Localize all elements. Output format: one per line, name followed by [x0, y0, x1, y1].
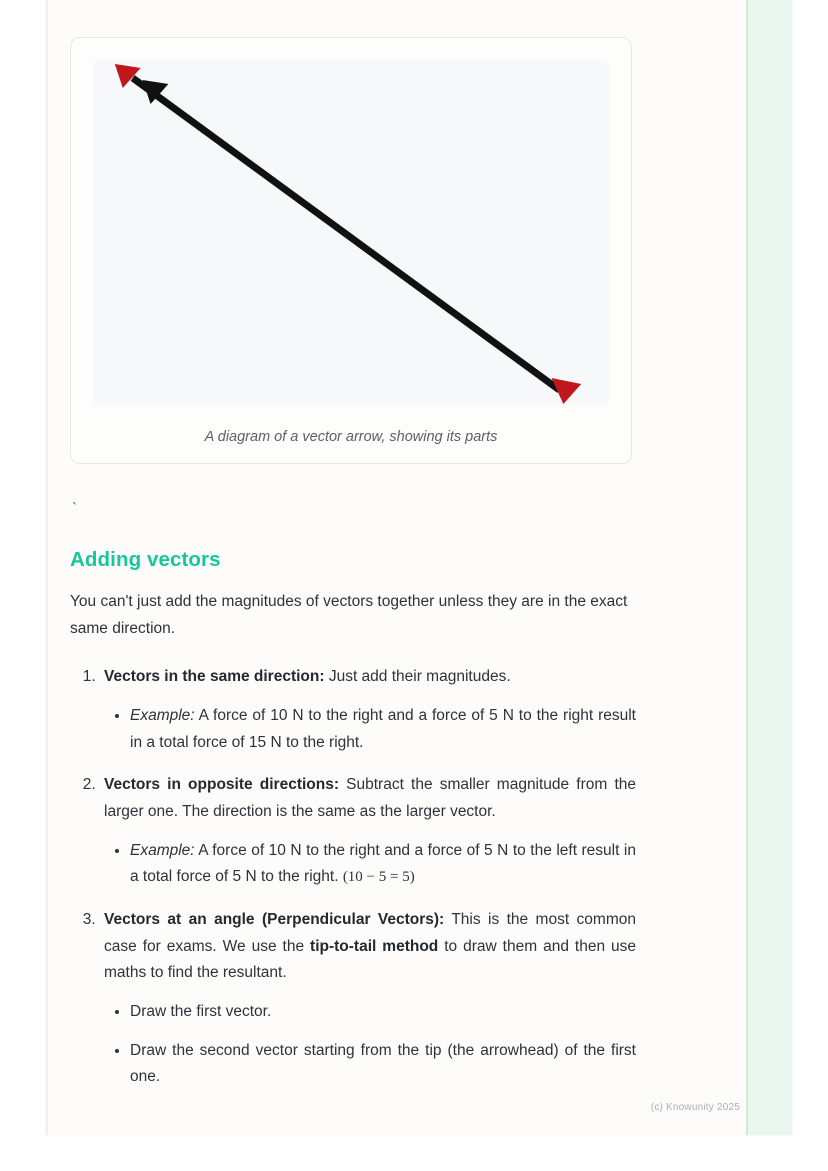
list-item — [130, 838, 636, 891]
example-lead: Example: — [130, 841, 195, 859]
footer-credit: (c) Knowunity 2025 — [650, 1102, 740, 1113]
list-item — [130, 703, 636, 756]
example-math: (10 − 5 = 5) — [342, 869, 415, 886]
list-item — [100, 907, 636, 1091]
list-item-text: Subtract the smaller magnitude from the larger one. The direction is the same as the larger vector. — [104, 776, 636, 820]
vector-diagram — [93, 60, 609, 405]
list-item — [100, 772, 636, 891]
section-intro: You can't just add the magnitudes of vectors together unless they are in the exact same direction. — [70, 593, 628, 638]
list-item-text-after: to draw them and then use maths to find the resultant. — [104, 937, 637, 982]
sub-list — [104, 703, 636, 756]
vector-arrow-icon — [93, 60, 609, 405]
figure-caption: A diagram of a vector arrow, showing its parts — [204, 429, 498, 445]
example-text: A force of 10 N to the right and a force of 5 N to the right result in a total force of 15 N to the right. — [130, 706, 636, 751]
sub-list — [104, 838, 636, 891]
figure-card — [70, 37, 632, 464]
list-item: • Draw the first vector. — [130, 999, 636, 1026]
list-item — [100, 664, 636, 756]
list-item-lead: Vectors in the same direction: — [104, 668, 325, 686]
list-item-bold-mid: tip-to-tail method — [310, 937, 439, 955]
page-side-band — [746, 0, 792, 1135]
list-item-text: This is the most common case for exams. We use the — [104, 910, 636, 955]
stray-character: ` — [72, 500, 77, 517]
document-page — [46, 0, 792, 1135]
list-item-lead: Vectors at an angle (Perpendicular Vectors): — [104, 910, 445, 928]
sub-list — [104, 999, 636, 1091]
example-text: A force of 10 N to the right and a force of 5 N to the left result in a total force of 5 N to the right. — [130, 841, 636, 886]
document-content — [70, 37, 660, 1107]
list-item-lead: Vectors in opposite directions: — [104, 776, 340, 794]
page-left-edge — [46, 0, 48, 1135]
example-lead: Example: — [130, 706, 195, 724]
list-item: • Draw the second vector starting from the tip (the arrowhead) of the first one. — [130, 1038, 636, 1091]
list-item-text: Just add their magnitudes. — [324, 668, 511, 686]
adding-vectors-list — [70, 664, 636, 1091]
section-title: Adding vectors — [70, 548, 221, 571]
